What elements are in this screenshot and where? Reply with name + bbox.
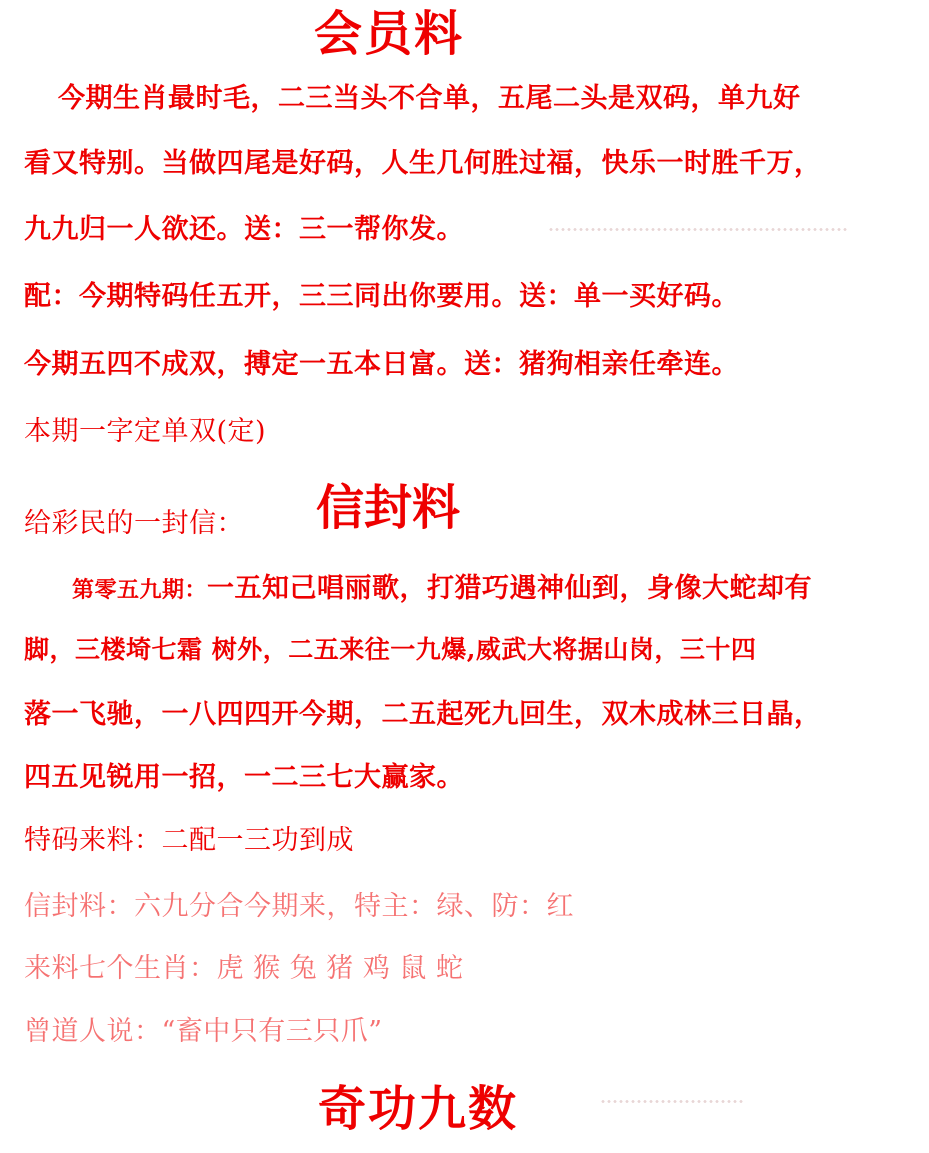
text-line-1: 今期生肖最时毛，二三当头不合单，五尾二头是双码，单九好 [58, 83, 801, 114]
text-line-5: 今期五四不成双，搏定一五本日富。送：猪狗相亲任牵连。 [24, 349, 739, 380]
faint-dots [548, 228, 848, 231]
section-title-member: 会员料 [314, 6, 465, 62]
text-line-2: 看又特别。当做四尾是好码，人生几何胜过福，快乐一时胜千万， [24, 148, 822, 179]
section-title-nine: 奇功九数 [318, 1081, 519, 1137]
special-code-line: 特码来料：二配一三功到成 [24, 825, 354, 856]
poem-line-4: 四五见锐用一招，一二三七大赢家。 [24, 762, 464, 793]
issue-line [72, 575, 812, 602]
zodiac-line: 来料七个生肖：虎 猴 兔 猪 鸡 鼠 蛇 [24, 953, 464, 984]
issue-text: 一五知己唱丽歌，打猎巧遇神仙到，身像大蛇却有 [207, 573, 813, 604]
faint-dots-bottom [600, 1100, 745, 1103]
issue-label: 第零五九期： [72, 577, 208, 603]
letter-intro: 给彩民的一封信： [24, 508, 244, 539]
section-title-envelope: 信封料 [316, 480, 461, 536]
poem-line-3: 落一飞驰，一八四四开今期，二五起死九回生，双木成林三日晶， [24, 699, 822, 730]
text-line-3: 九九归一人欲还。送：三一帮你发。 [24, 214, 464, 245]
envelope-line: 信封料：六九分合今期来，特主：绿、防：红 [24, 891, 574, 922]
poem-line-2: 脚，三楼埼七霜 树外，二五来往一九爆,威武大将据山岗，三十四 [24, 635, 757, 664]
text-line-6: 本期一字定单双(定) [24, 416, 267, 447]
quote-line: 曾道人说：“畜中只有三只爪” [24, 1016, 383, 1047]
text-line-4: 配：今期特码任五开，三三同出你要用。送：单一买好码。 [24, 281, 739, 312]
